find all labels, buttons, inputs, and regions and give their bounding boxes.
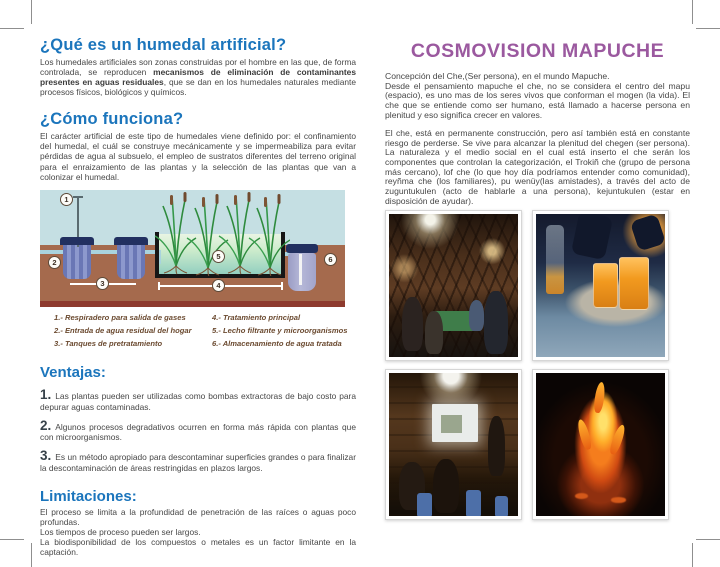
section-title-limitaciones: Limitaciones:	[40, 487, 137, 505]
person-blue-cap	[469, 300, 484, 331]
storage-tank	[288, 253, 316, 291]
pretreatment-tank-2-lid	[114, 237, 148, 245]
ventaja-item-1	[40, 388, 356, 412]
intro-text-bold: mecanismos de eliminación de contaminantes presentes en aguas residuales	[40, 67, 356, 88]
limitacion-line-3: La biodisponibilidad de los compuestos o metales es un factor limitante en la captación.	[40, 537, 356, 558]
pretreatment-tank-1	[63, 245, 91, 279]
storage-tank-lid	[286, 244, 318, 253]
badge-2-icon: 2	[48, 256, 61, 269]
limitacion-line-2: Los tiempos de proceso pueden ser largos.	[40, 526, 201, 537]
badge-4-icon: 4	[212, 279, 225, 292]
cosmovision-paragraph-2: El che, está en permanente construcción, pero así también está en constante riesgo de perderse. Se vive para alcanzar la plenitud del chegen (ser persona). La naturaleza y el medio social en el cual está inserto el che serán los componentes que controlan la categorización, el Trokiñ che (grupo de persona más cercano), lof che (lo que hoy día podríamos entender como comunidad), reyñma che (los familiares), pu wenüy(las amistades), a través del acto de zuguntukulen (acto de hablarle a una persona), kejuntukulen (estar en disposición de ayudar).	[385, 128, 690, 206]
pretreatment-tank-1-lid	[60, 237, 94, 245]
ventaja-number-2: 2.	[40, 417, 52, 433]
tank-connector-pipe	[91, 250, 117, 254]
ventaja-text-1: Las plantas pueden ser utilizadas como bombas extractoras de bajo costo para depurar aguas contaminadas.	[40, 391, 356, 412]
ember	[575, 493, 588, 499]
photo-frame-bonfire	[532, 369, 669, 520]
juice-bottle	[546, 225, 564, 294]
legend-item-4: 4.- Tratamiento principal	[212, 312, 301, 322]
diagram-legend	[54, 313, 356, 352]
bonfire-photo	[536, 373, 665, 516]
orange-drinks-table-photo	[536, 214, 665, 357]
left-column	[40, 36, 356, 557]
person-silhouette	[425, 311, 443, 354]
legend-column-right	[212, 313, 356, 352]
crop-mark-top-left-h	[0, 28, 24, 29]
section-title-como-funciona: ¿Cómo funciona?	[40, 110, 184, 129]
ventaja-number-1: 1.	[40, 387, 52, 403]
photo-frame-projector	[385, 369, 522, 520]
crop-mark-top-right-h	[696, 28, 720, 29]
ventaja-item-2	[40, 419, 356, 443]
cosmovision-paragraph-1: Desde el pensamiento mapuche el che, no se considera el centro del mapu (espacio), es uno mas de los seres vivos que conforman el mogen (la vida). El che que se entiende como ser humano, está llamado a hacerse persona en plenitud y eso significa crecer en valores.	[385, 80, 690, 120]
arm-silhouette	[571, 214, 613, 260]
ventaja-text-2: Algunos procesos degradativos ocurren en forma más rápida con plantas que con microorganismos.	[40, 421, 356, 443]
page-title-cosmovision: COSMOVISION MAPUCHE	[410, 40, 665, 62]
ventaja-number-3: 3.	[40, 448, 52, 464]
storage-drop-pipe	[299, 254, 302, 285]
dimension-tick-right	[281, 282, 283, 290]
projected-slide	[441, 415, 462, 433]
photo-frame-drinks	[532, 210, 669, 361]
arm-silhouette	[630, 214, 665, 252]
legend-item-3: 3.- Tanques de pretratamiento	[54, 338, 163, 348]
ventaja-item-3	[40, 449, 356, 473]
flame-tip	[593, 381, 606, 413]
projector-meeting-photo	[389, 373, 518, 516]
cosmovision-intro-line: Concepción del Che,(Ser persona), en el mundo Mapuche.	[385, 71, 610, 81]
intro-text-end: , que se dan en los humedales naturales mediante procesos físicos, biológicos y químicos.	[40, 77, 356, 98]
blue-chair	[466, 490, 480, 516]
ruka-gathering-photo	[389, 214, 518, 357]
dimension-tick-left	[158, 282, 160, 290]
blue-chair	[417, 493, 431, 516]
orange-drink-jar	[593, 263, 618, 308]
intro-text-start: Los humedales artificiales son zonas construidas por el hombre en las que, de forma controlada, se reproducen	[40, 57, 356, 78]
person-silhouette	[402, 297, 423, 351]
photo-frame-ruka	[385, 210, 522, 361]
photo-grid	[385, 210, 669, 520]
presenter-silhouette	[488, 416, 505, 476]
flame-tip	[608, 424, 627, 457]
wetland-diagram	[40, 190, 345, 307]
crop-mark-top-left-v	[31, 0, 32, 24]
legend-column-left	[54, 313, 198, 352]
legend-item-1: 1.- Respiradero para salida de gases	[54, 312, 186, 322]
orange-drink-jar	[619, 257, 649, 310]
crop-mark-bottom-left-h	[0, 539, 24, 540]
audience-silhouette	[433, 459, 459, 513]
intro-paragraph	[40, 57, 356, 97]
legend-item-6: 6.- Almacenamiento de agua tratada	[212, 338, 342, 348]
pretreatment-tank-2	[117, 245, 145, 279]
limitacion-line-1: El proceso se limita a la profundidad de penetración de las raíces o aguas poco profundas.	[40, 506, 356, 527]
how-paragraph: El carácter artificial de este tipo de humedales viene definido por: el confinamiento del humedal, el cuál se construye mecánicamente y se impermeabiliza para evitar pérdidas de agua al subsuelo, el empleo de sustratos diferentes del terreno original para el enraizamiento de las plantas y la selección de las plantas que van a colonizar el humedal.	[40, 131, 356, 182]
blue-chair	[495, 496, 508, 516]
legend-item-2: 2.- Entrada de agua residual del hogar	[54, 325, 192, 335]
ember	[611, 497, 626, 503]
ventaja-text-3: Es un método apropiado para descontaminar superficies grandes o para finalizar la descontaminación de áreas restringidas en plazos largos.	[40, 452, 356, 473]
badge-3-icon: 3	[96, 277, 109, 290]
section-title-ventajas: Ventajas:	[40, 364, 106, 382]
person-silhouette	[484, 291, 507, 354]
crop-mark-bottom-right-h	[696, 539, 720, 540]
crop-mark-bottom-left-v	[31, 543, 32, 567]
badge-5-icon: 5	[212, 250, 225, 263]
crop-mark-bottom-right-v	[692, 543, 693, 567]
badge-6-icon: 6	[324, 253, 337, 266]
projection-screen	[432, 404, 478, 441]
gas-vent-cap	[73, 196, 83, 198]
crop-mark-top-right-v	[692, 0, 693, 24]
legend-item-5: 5.- Lecho filtrante y microorganismos	[212, 325, 348, 335]
flame-tip	[576, 418, 593, 451]
section-title-que-es: ¿Qué es un humedal artificial?	[40, 36, 287, 54]
diagram-soil-bar	[40, 301, 345, 307]
badge-1-icon: 1	[60, 193, 73, 206]
right-column	[385, 36, 690, 206]
